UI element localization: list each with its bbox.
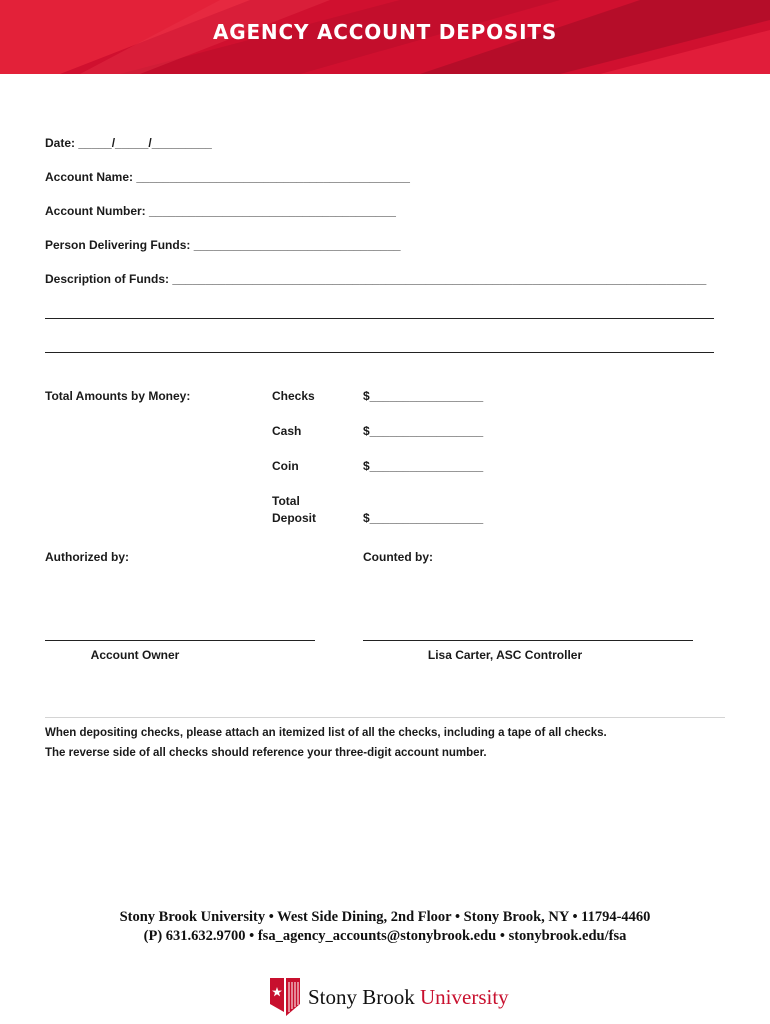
note-line-2: The reverse side of all checks should reference your three-digit account number.	[45, 747, 487, 759]
coin-label: Coin	[272, 459, 299, 473]
wordmark-part-2: University	[420, 984, 509, 1009]
university-wordmark	[308, 985, 509, 1010]
description-line-3[interactable]	[45, 352, 714, 353]
section-divider	[45, 717, 725, 718]
account-name-field[interactable]: Account Name: _________________________________________	[45, 170, 410, 184]
checks-label: Checks	[272, 389, 315, 403]
controller-label: Lisa Carter, ASC Controller	[427, 648, 583, 662]
authorized-by-label: Authorized by:	[45, 550, 129, 564]
date-field[interactable]: Date: _____/_____/_________	[45, 136, 212, 150]
description-line-2[interactable]	[45, 318, 714, 319]
account-owner-signature-line[interactable]	[45, 640, 315, 641]
footer-contact: (P) 631.632.9700 • fsa_agency_accounts@stonybrook.edu • stonybrook.edu/fsa	[143, 928, 627, 944]
person-delivering-field[interactable]: Person Delivering Funds: _______________________________	[45, 238, 401, 252]
checks-amount-field[interactable]: $_________________	[363, 389, 484, 403]
header-banner	[0, 0, 770, 74]
account-owner-label: Account Owner	[90, 648, 180, 662]
wordmark-part-1: Stony Brook	[308, 984, 421, 1009]
controller-signature-line[interactable]	[363, 640, 693, 641]
cash-amount-field[interactable]: $_________________	[363, 424, 484, 438]
coin-amount-field[interactable]: $_________________	[363, 459, 484, 473]
total-deposit-amount-field[interactable]: $_________________	[363, 511, 484, 525]
total-label-line2: Deposit	[272, 511, 317, 525]
counted-by-label: Counted by:	[363, 550, 433, 564]
description-field[interactable]: Description of Funds: ________________________________________________________________________________	[45, 272, 707, 286]
totals-heading: Total Amounts by Money:	[45, 389, 191, 403]
footer-address: Stony Brook University • West Side Dining, 2nd Floor • Stony Brook, NY • 11794-4460	[119, 909, 651, 925]
account-number-field[interactable]: Account Number: _____________________________________	[45, 204, 396, 218]
university-logo	[268, 976, 509, 1018]
cash-label: Cash	[272, 424, 302, 438]
note-line-1: When depositing checks, please attach an itemized list of all the checks, including a tape of all checks.	[45, 727, 607, 739]
star-shield-icon	[268, 976, 302, 1018]
total-label-line1: Total	[272, 494, 300, 508]
page-title: AGENCY ACCOUNT DEPOSITS	[212, 20, 558, 44]
